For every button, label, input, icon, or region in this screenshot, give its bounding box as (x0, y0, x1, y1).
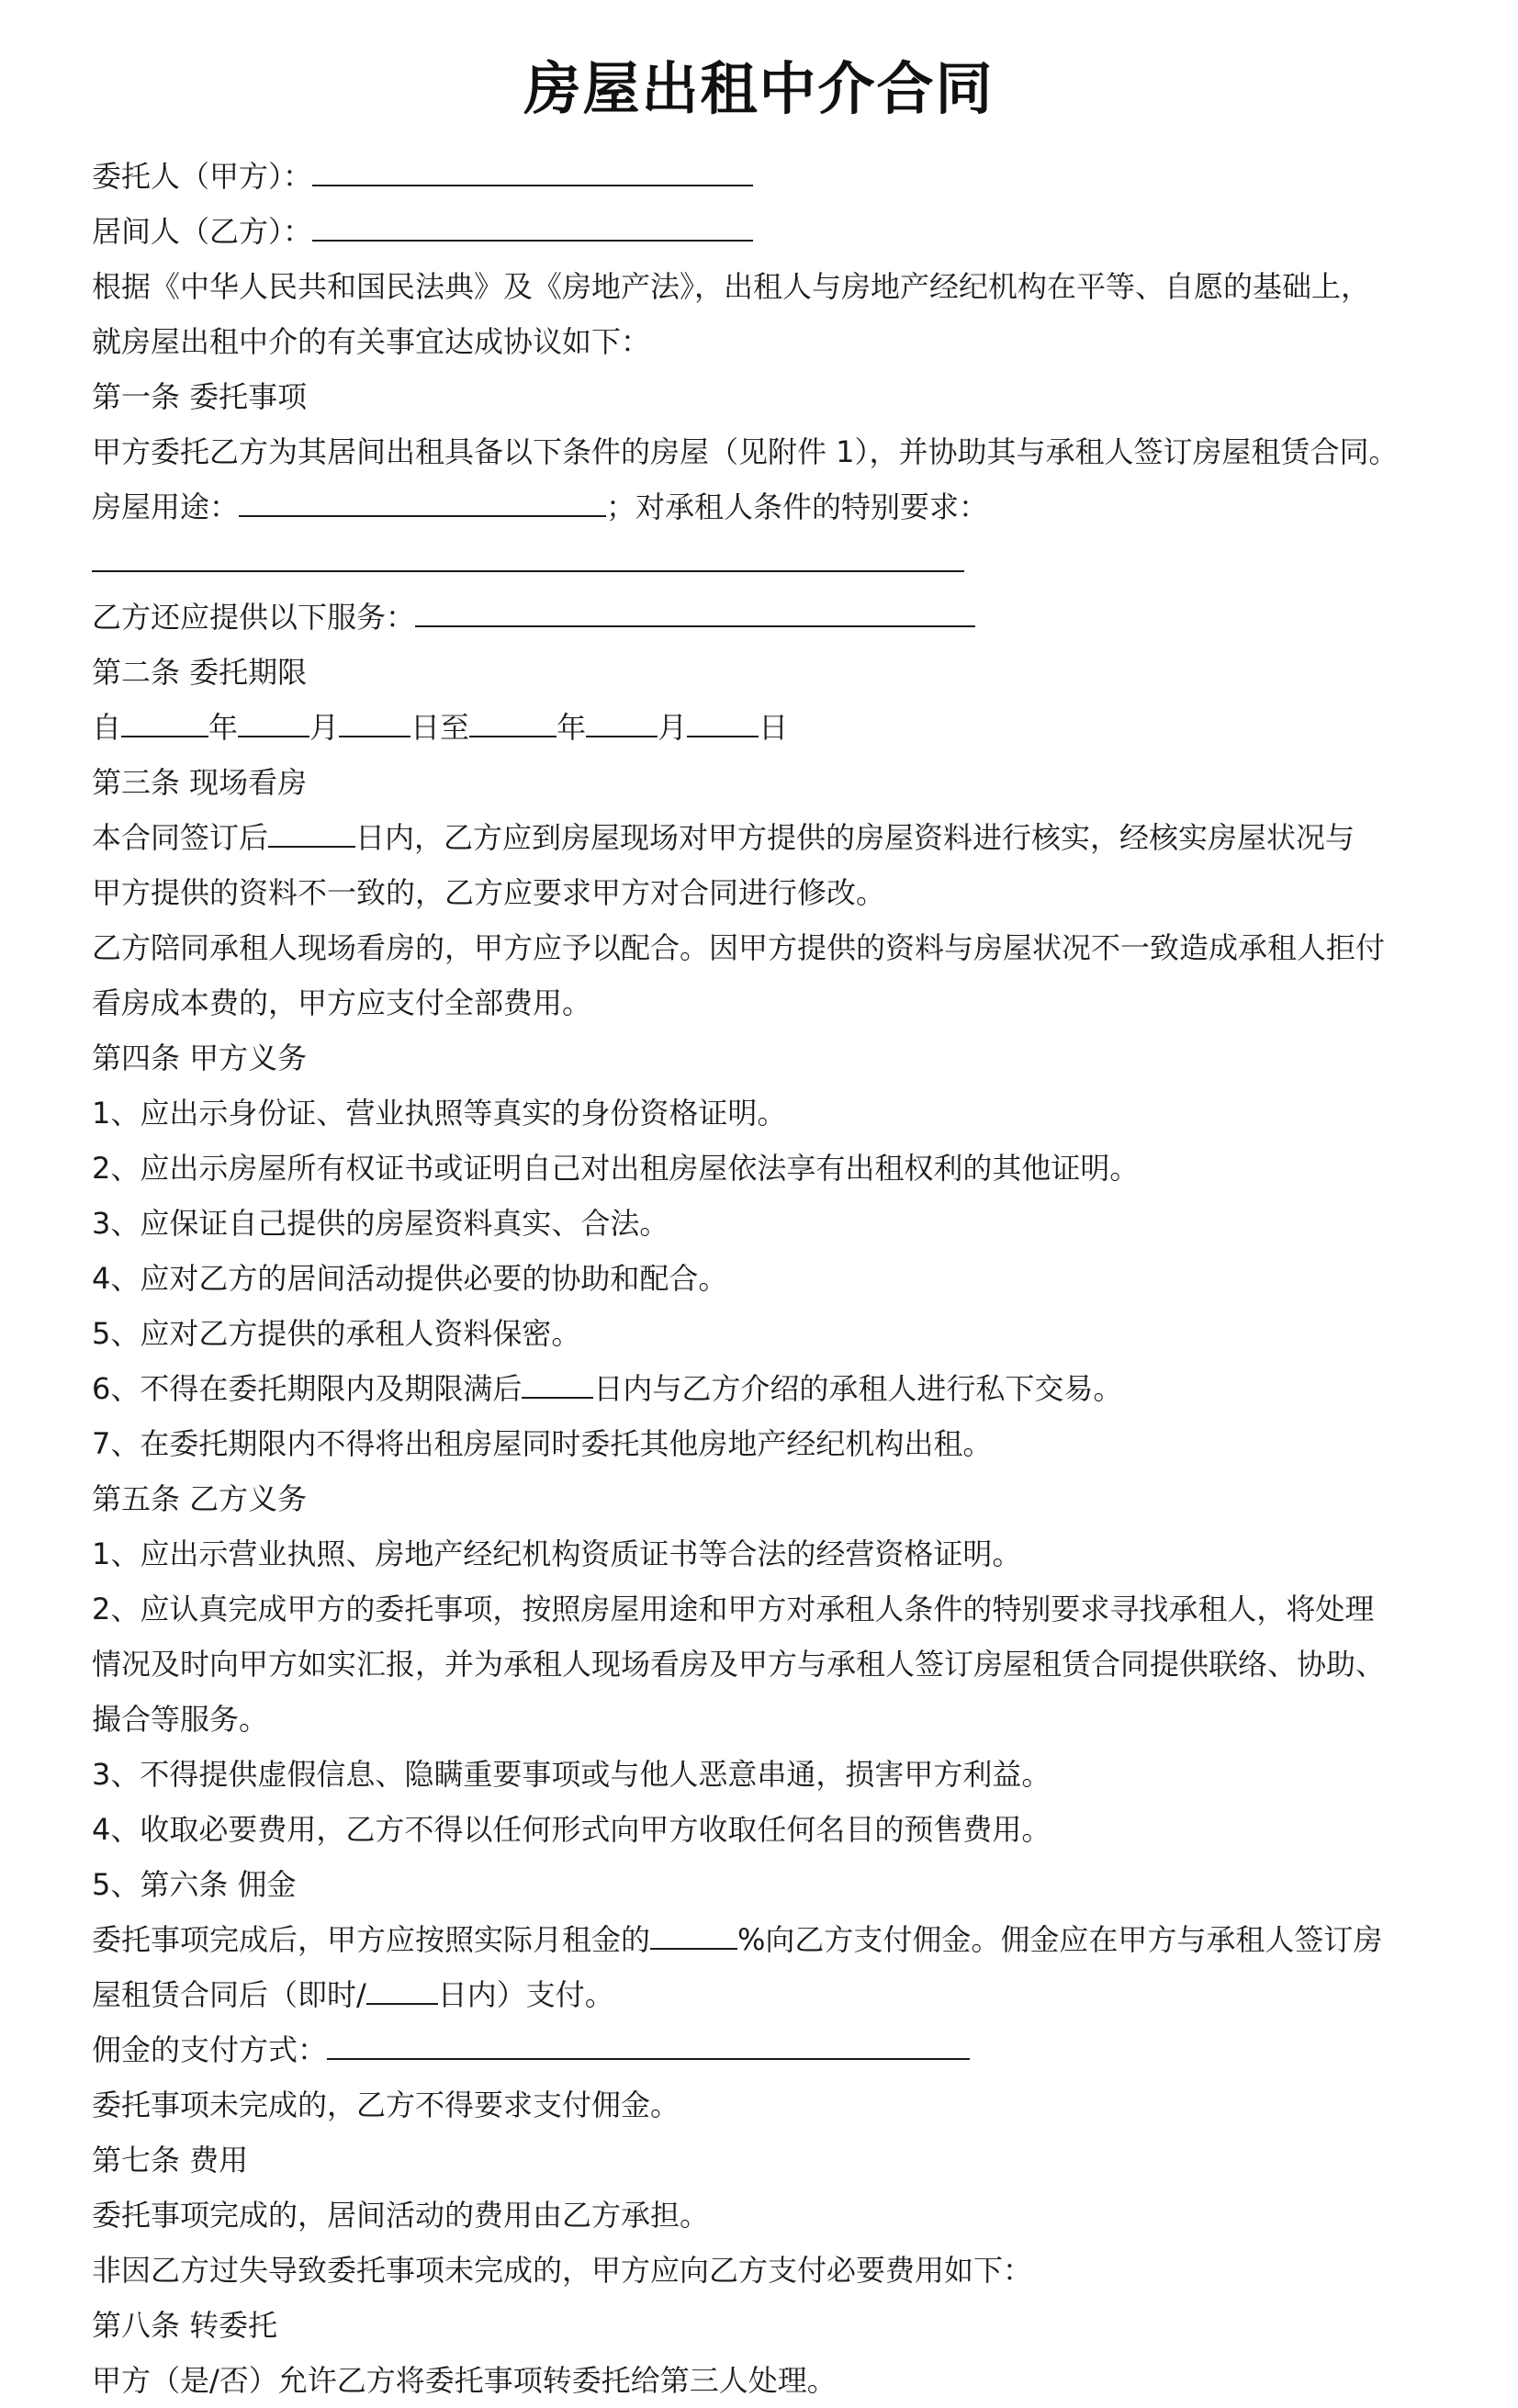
house-use-blank (239, 482, 606, 517)
article-1-use-line (92, 479, 1426, 534)
article-5-item-2-cont-2: 撮合等服务。 (92, 1702, 269, 1737)
article-3-title: 第三条 现场看房 (92, 765, 308, 800)
start-month-label: 月 (309, 710, 340, 745)
commission-payment-label: 佣金的支付方式： (92, 2032, 328, 2067)
article-3-para-2: 乙方陪同承租人现场看房的，甲方应予以配合。因甲方提供的资料与房屋状况不一致造成承租人拒付 (92, 930, 1386, 965)
article-2-title: 第二条 委托期限 (92, 655, 308, 690)
start-month-blank (238, 703, 309, 737)
article-7-title: 第七条 费用 (92, 2143, 249, 2177)
article-1-title: 第一条 委托事项 (92, 379, 308, 414)
article-4-item-1: 1、应出示身份证、营业执照等真实的身份资格证明。 (92, 1096, 787, 1131)
private-deal-prefix: 6、不得在委托期限内及期限满后 (92, 1371, 523, 1406)
end-year-blank (469, 703, 557, 737)
article-4-title: 第四条 甲方义务 (92, 1041, 308, 1075)
article-5-item-4: 4、收取必要费用，乙方不得以任何形式向甲方收取任何名目的预售费用。 (92, 1812, 1051, 1847)
intro-line-2: 就房屋出租中介的有关事宜达成协议如下： (92, 324, 651, 359)
commission-suffix: %向乙方支付佣金。佣金应在甲方与承租人签订房 (737, 1922, 1383, 1957)
intro-line-1: 根据《中华人民共和国民法典》及《房地产法》，出租人与房地产经纪机构在平等、自愿的基础上， (92, 269, 1371, 304)
article-7-para-2: 非因乙方过失导致委托事项未完成的，甲方应向乙方支付必要费用如下： (92, 2253, 1033, 2288)
tenant-requirement-blank (92, 537, 964, 572)
article-5-title: 第五条 乙方义务 (92, 1481, 308, 1516)
article-5-item-3: 3、不得提供虚假信息、隐瞒重要事项或与他人恶意串通，损害甲方利益。 (92, 1757, 1051, 1792)
inspection-days-blank (268, 813, 355, 848)
inspection-suffix: 日内，乙方应到房屋现场对甲方提供的房屋资料进行核实，经核实房屋状况与 (355, 820, 1355, 855)
article-4-item-2: 2、应出示房屋所有权证书或证明自己对出租房屋依法享有出租权利的其他证明。 (92, 1151, 1140, 1186)
end-month-label: 月 (658, 710, 688, 745)
end-day-label: 日 (759, 710, 789, 745)
start-year-label: 年 (208, 710, 239, 745)
commission-time-suffix: 日内）支付。 (437, 1977, 614, 2012)
commission-payment-blank (327, 2025, 970, 2060)
article-5-item-2: 2、应认真完成甲方的委托事项，按照房屋用途和甲方对承租人条件的特别要求寻找承租人，将处理 (92, 1592, 1375, 1626)
inspection-prefix: 本合同签订后 (92, 820, 269, 855)
commission-percent-blank (650, 1915, 737, 1950)
party-b-blank (312, 207, 753, 242)
article-3-para-2-cont: 看房成本费的，甲方应支付全部费用。 (92, 985, 592, 1020)
party-a-line (92, 149, 1426, 204)
commission-payment-line (92, 2022, 1426, 2077)
end-month-blank (586, 703, 658, 737)
tenant-requirement-label: ；对承租人条件的特别要求： (606, 489, 989, 524)
term-from-label: 自 (92, 710, 122, 745)
commission-prefix: 委托事项完成后，甲方应按照实际月租金的 (92, 1922, 651, 1957)
extra-service-blank (415, 592, 975, 627)
article-6-para-3: 委托事项未完成的，乙方不得要求支付佣金。 (92, 2087, 680, 2122)
private-deal-suffix: 日内与乙方介绍的承租人进行私下交易。 (593, 1371, 1123, 1406)
article-6-title: 5、第六条 佣金 (92, 1867, 297, 1902)
term-to-label: 日至 (410, 710, 470, 745)
start-day-blank (339, 703, 410, 737)
extra-service-line (92, 590, 1426, 645)
article-8-title: 第八条 转委托 (92, 2308, 278, 2343)
commission-days-blank (366, 1970, 438, 2005)
article-6-para-1-cont (92, 1967, 1426, 2022)
party-b-label: 居间人（乙方）： (92, 214, 313, 249)
end-day-blank (687, 703, 759, 737)
article-4-item-4: 4、应对乙方的居间活动提供必要的协助和配合。 (92, 1261, 728, 1296)
article-4-item-3: 3、应保证自己提供的房屋资料真实、合法。 (92, 1206, 669, 1241)
party-b-line (92, 204, 1426, 259)
commission-time-prefix: 屋租赁合同后（即时/ (92, 1977, 366, 2012)
party-a-label: 委托人（甲方）： (92, 159, 313, 194)
article-5-item-1: 1、应出示营业执照、房地产经纪机构资质证书等合法的经营资格证明。 (92, 1536, 1022, 1571)
article-1-para-1: 甲方委托乙方为其居间出租具备以下条件的房屋（见附件 1），并协助其与承租人签订房屋租赁合同。 (92, 434, 1399, 469)
article-4-item-6 (92, 1361, 1426, 1416)
extra-service-label: 乙方还应提供以下服务： (92, 600, 416, 635)
article-3-para-1 (92, 810, 1426, 865)
end-year-label: 年 (557, 710, 587, 745)
article-6-para-1 (92, 1912, 1426, 1967)
article-7-para-1: 委托事项完成的，居间活动的费用由乙方承担。 (92, 2198, 710, 2233)
article-5-item-2-cont-1: 情况及时向甲方如实汇报，并为承租人现场看房及甲方与承租人签订房屋租赁合同提供联络、协助、 (92, 1647, 1386, 1682)
article-3-para-1-cont: 甲方提供的资料不一致的，乙方应要求甲方对合同进行修改。 (92, 875, 886, 910)
article-8-para-1: 甲方（是/否）允许乙方将委托事项转委托给第三人处理。 (92, 2363, 837, 2398)
private-deal-days-blank (522, 1364, 593, 1399)
contract-title: 房屋出租中介合同 (523, 55, 995, 122)
tenant-requirement-line (92, 534, 1426, 590)
house-use-label: 房屋用途： (92, 489, 240, 524)
party-a-blank (312, 152, 753, 186)
start-year-blank (121, 703, 208, 737)
term-date-line (92, 700, 1426, 755)
article-4-item-5: 5、应对乙方提供的承租人资料保密。 (92, 1316, 581, 1351)
article-4-item-7: 7、在委托期限内不得将出租房屋同时委托其他房地产经纪机构出租。 (92, 1426, 993, 1461)
